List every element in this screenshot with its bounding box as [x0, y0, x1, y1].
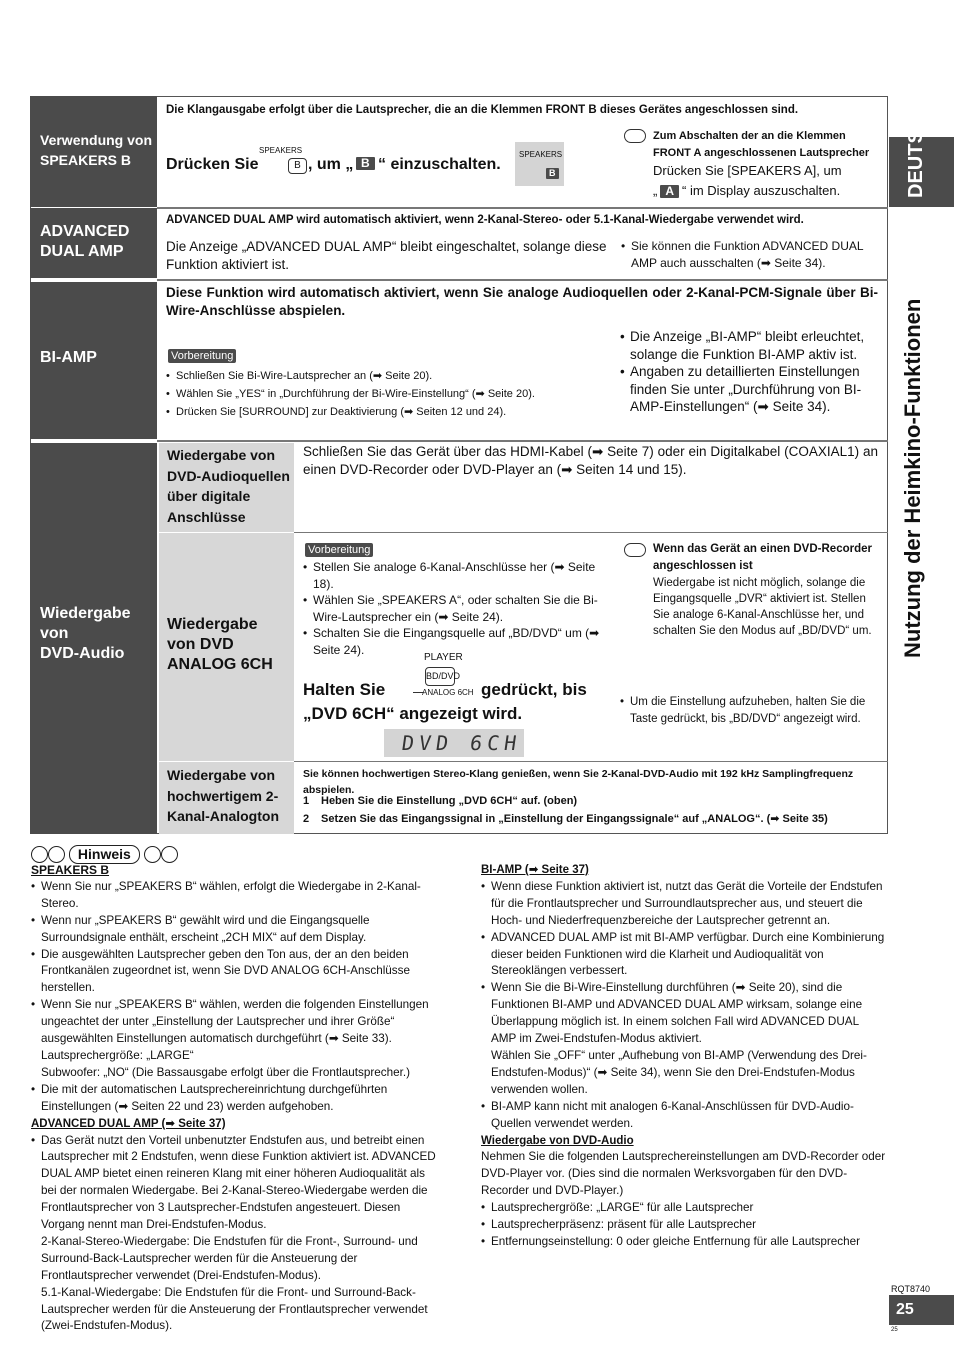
list-item-text: Entfernungseinstellung: 0 oder gleiche Entfernung für alle Lautsprecher: [491, 1234, 861, 1248]
analog6ch-prep-tag: Vorbereitung: [305, 543, 373, 557]
hq-intro: Sie können hochwertigen Stereo-Klang genießen, wenn Sie 2-Kanal-DVD-Audio mit 192 kHz Samplingfrequenz abspielen.: [303, 768, 854, 796]
list-item-text: Drücken Sie [SURROUND] zur Deaktivierung (➡ Seiten 12 und 24).: [176, 406, 507, 418]
list-item: • Schalten Sie die Eingangsquelle auf „BD/DVD“ um (➡ Seite 24).: [303, 625, 608, 658]
hinweis-left-column: [31, 862, 441, 1335]
row-divider: [294, 761, 888, 762]
decor-circle: [31, 846, 48, 863]
list-item: • Wenn diese Funktion aktiviert ist, nutzt das Gerät die Vorteile der Endstufen für die Frontlautsprecher und Surroundlautsprecher aus, und steuert die Hoch- und Niederfrequenzbereiche der Lautsprecher getrennt an.: [481, 879, 886, 930]
list-item-text: Wenn Sie die Bi-Wire-Einstellung durchführen (➡ Seite 20), sind die Funktionen BI-AMP und ADVANCED DUAL AMP wirksam, solange eine Überlappung möglich ist. In einem solchen Fall wird ADVANCED DUAL AMP im Zwei-Endstufen-Modus aktiviert. Wählen Sie „OFF“ unter „Aufhebung von BI-AMP (Verwendung des Drei-Endstufen-Modus)“ (➡ Seite 34), wenn Sie den Drei-Endstufen-Modus verwenden wollen.: [491, 981, 867, 1096]
hq-step-text: Setzen Sie das Eingangssignal in „Einstellung der Eingangssignale“ auf „ANALOG“. (➡ Seite 35): [321, 813, 828, 825]
decor-circle: [161, 846, 178, 863]
analog6ch-label-2: von DVD: [167, 636, 234, 653]
advanced-left-text: Die Anzeige „ADVANCED DUAL AMP“ bleibt eingeschaltet, solange diese Funktion aktiviert ist.: [166, 239, 607, 272]
display-b-indicator: B: [546, 168, 559, 179]
advanced-right-item: • Sie können die Funktion ADVANCED DUAL AMP auch ausschalten (➡ Seite 34).: [621, 238, 881, 272]
display-text: DVD 6CH: [400, 731, 523, 755]
list-item: • Das Gerät nutzt den Vorteil unbenutzter Endstufen aus, und betreibt einen Lautsprecher mit 2 Endstufen, wenn diese Funktion aktiviert ist. ADVANCED DUAL AMP bietet einen reineren Klang mit einer höheren Audioqualität als bei der normalen Wiedergabe. Bei 2-Kanal-Stereo-Wiedergabe werden die Frontlautsprecher von 3 Lautsprecher-Endstufen angesteuert. Diesen Vorgang nennt man Drei-Endstufen-Modus. 2-Kanal-Stereo-Wiedergabe: Die Endstufen für die Front-, Surround- und Surround-Back-Lautsprecher werden für die Ansteuerung der Frontlautsprecher verwendet (Drei-Endstufen-Modus). 5.1-Kanal-Wiedergabe: Die Endstufen für die Front- und Surround-Back-Lautsprecher werden für die Ansteuerung der Frontlautsprecher verwendet (Zwei-Endstufen-Modus).: [31, 1133, 441, 1336]
list-item-text: Schalten Sie die Eingangsquelle auf „BD/DVD“ um (➡ Seite 24).: [313, 626, 600, 657]
hold-pre: Halten Sie: [303, 680, 386, 699]
advanced-label-2: DUAL AMP: [40, 243, 124, 260]
list-item-text: ADVANCED DUAL AMP ist mit BI-AMP verfügbar. Durch eine Kombinierung dieser beiden Funktionen wird die Klarheit und Audioqualität von Stereoklängen verbessert.: [491, 930, 885, 978]
speakers-display: [515, 142, 564, 186]
list-item: • Stellen Sie analoge 6-Kanal-Anschlüsse her (➡ Seite 18).: [303, 559, 608, 592]
press-text: Drücken Sie: [166, 156, 259, 173]
cancel-text: Um die Einstellung aufzuheben, halten Sie die Taste gedrückt, bis „BD/DVD“ angezeigt wird.: [630, 696, 866, 725]
speakers-b-key[interactable]: B: [288, 158, 307, 174]
hinweis-right-column: [481, 862, 886, 1251]
row-divider: [157, 207, 888, 209]
list-item-text: Lautsprecherpräsenz: präsent für alle Lautsprecher: [491, 1218, 757, 1232]
chapter-title: Nutzung der Heimkino-Funktionen: [900, 298, 925, 658]
page-number-box: [889, 1295, 954, 1325]
key-analog6ch-label: ANALOG 6CH: [422, 688, 474, 697]
analog6ch-tip: [624, 541, 879, 639]
doc-code: RQT8740: [891, 1284, 931, 1294]
note-icon: [624, 129, 646, 143]
display-speakers-text: SPEAKERS: [519, 150, 563, 159]
list-item: • ADVANCED DUAL AMP ist mit BI-AMP verfügbar. Durch eine Kombinierung dieser beiden Funktionen wird die Klarheit und Audioqualität von Stereoklängen verbessert.: [481, 930, 886, 981]
advanced-right-text: Sie können die Funktion ADVANCED DUAL AMP auch ausschalten (➡ Seite 34).: [631, 239, 864, 270]
bd-dvd-key[interactable]: BD/DVD: [425, 667, 455, 686]
advanced-intro: ADVANCED DUAL AMP wird automatisch aktiviert, wenn 2-Kanal-Stereo- oder 5.1-Kanal-Wiedergabe verwendet wird.: [166, 214, 804, 226]
hq-label: Wiedergabe von hochwertigem 2-Kanal-Analogton: [167, 767, 279, 824]
list-item-text: Die Anzeige „BI-AMP“ bleibt erleuchtet, solange die Funktion BI-AMP aktiv ist.: [630, 329, 865, 362]
tip-post-text: “ im Display auszuschalten.: [682, 183, 841, 198]
list-item: • Entfernungseinstellung: 0 oder gleiche Entfernung für alle Lautsprecher: [481, 1234, 886, 1251]
digital-text: Schließen Sie das Gerät über das HDMI-Kabel (➡ Seite 7) oder ein Digitalkabel (COAXIAL1) an einen DVD-Recorder oder DVD-Player an (➡ Seiten 14 und 15).: [303, 444, 878, 477]
list-item-text: Wenn Sie nur „SPEAKERS B“ wählen, werden die folgenden Einstellungen ungeachtet der unter „Einstellung der Lautsprecher und ihrer Größe“ ausgewählten Einstellungen automatisch durchgeführt (➡ Seite 33). Lautsprechergröße: „LARGE“ Subwoofer: „NO“ (Die Bassausgabe erfolgt über die Frontlautsprecher.): [41, 998, 429, 1079]
list-item-text: Wählen Sie „YES“ in „Durchführung der Bi-Wire-Einstellung“ (➡ Seite 20).: [176, 388, 535, 400]
biamp-prep-list: [166, 367, 606, 421]
list-item: • Angaben zu detaillierten Einstellungen finden Sie unter „Durchführung von BI-AMP-Einstellungen“ (➡ Seite 34).: [620, 363, 882, 416]
list-item: • Lautsprechergröße: „LARGE“ für alle Lautsprecher: [481, 1200, 886, 1217]
key-player-label: PLAYER: [424, 652, 463, 663]
advanced-label-1: ADVANCED: [40, 223, 130, 240]
biamp-prep-tag: Vorbereitung: [168, 349, 236, 363]
list-item: • Wählen Sie „SPEAKERS A“, oder schalten Sie die Bi-Wire-Lautsprecher ein (➡ Seite 24).: [303, 592, 608, 625]
dvd-audio-label-2: von: [40, 625, 69, 642]
speakers-b-header: [30, 96, 157, 207]
biamp-intro: Diese Funktion wird automatisch aktiviert, wenn Sie analoge Audioquellen oder 2-Kanal-PCM-Signale über Bi-Wire-Anschlüsse abspielen.: [166, 285, 878, 318]
advanced-header: [30, 208, 157, 278]
list-item: • Drücken Sie [SURROUND] zur Deaktivierung (➡ Seiten 12 und 24).: [166, 403, 606, 421]
list-item: • Die Anzeige „BI-AMP“ bleibt erleuchtet, solange die Funktion BI-AMP aktiv ist.: [620, 328, 882, 363]
list-item: • Wenn Sie nur „SPEAKERS B“ wählen, werden die folgenden Einstellungen ungeachtet der unter „Einstellung der Lautsprecher und ihrer Größe“ ausgewählten Einstellungen automatisch durchgeführt (➡ Seite 33). Lautsprechergröße: „LARGE“ Subwoofer: „NO“ (Die Bassausgabe erfolgt über die Frontlautsprecher.): [31, 997, 441, 1082]
list-item: • Schließen Sie Bi-Wire-Lautsprecher an (➡ Seite 20).: [166, 367, 606, 385]
press-mid-text: , um „: [308, 156, 354, 173]
biamp-label: BI-AMP: [40, 349, 97, 366]
digital-label: Wiedergabe von DVD-Audioquellen über digitale Anschlüsse: [167, 447, 290, 525]
dvd-audio-header: [30, 443, 157, 834]
speakers-tip-line1: Drücken Sie [SPEAKERS A], um: [653, 163, 842, 178]
language-label: DEUTSCH: [905, 101, 927, 198]
dvd-note-head: Wiedergabe von DVD-Audio: [481, 1134, 634, 1147]
list-item-text: Wenn Sie nur „SPEAKERS B“ wählen, erfolgt die Wiedergabe in 2-Kanal-Stereo.: [41, 879, 421, 910]
hinweis-title: Hinweis: [69, 845, 140, 864]
list-item: • Die ausgewählten Lautsprecher geben den Ton aus, der an den beiden Frontkanälen zugeordnet ist, wenn Sie DVD ANALOG 6CH-Anschlüsse herstellen.: [31, 947, 441, 998]
list-item-text: Wenn nur „SPEAKERS B“ gewählt wird und die Eingangsquelle Surroundsignale enthält, erscheint „2CH MIX“ auf dem Display.: [41, 913, 370, 944]
list-item: • Wenn nur „SPEAKERS B“ gewählt wird und die Eingangsquelle Surroundsignale enthält, erscheint „2CH MIX“ auf dem Display.: [31, 913, 441, 947]
analog6ch-tip-title: Wenn das Gerät an einen DVD-Recorder angeschlossen ist: [653, 543, 872, 572]
a-indicator: A: [660, 185, 679, 198]
hq-step-text: Heben Sie die Einstellung „DVD 6CH“ auf. (oben): [321, 795, 578, 807]
analog6ch-subheader: [159, 533, 294, 761]
hold-line2: „DVD 6CH“ angezeigt wird.: [303, 704, 523, 723]
digital-subheader: [159, 443, 294, 532]
list-item: • BI-AMP kann nicht mit analogen 6-Kanal-Anschlüssen für DVD-Audio-Quellen verwendet werden.: [481, 1099, 886, 1133]
row-divider: [157, 279, 888, 281]
biamp-note-head: BI-AMP (➡ Seite 37): [481, 864, 589, 876]
row-divider: [294, 532, 888, 533]
adv-note-head: ADVANCED DUAL AMP (➡ Seite 37): [31, 1117, 226, 1130]
list-item-text: Stellen Sie analoge 6-Kanal-Anschlüsse her (➡ Seite 18).: [313, 560, 596, 591]
dvd6ch-display: [384, 729, 524, 757]
biamp-header: [30, 282, 157, 439]
hq-step: 1 Heben Sie die Einstellung „DVD 6CH“ auf. (oben): [303, 795, 578, 807]
list-item-text: Das Gerät nutzt den Vorteil unbenutzter Endstufen aus, und betreibt einen Lautsprecher mit 2 Endstufen, wenn diese Funktion aktiviert ist. ADVANCED DUAL AMP bietet einen reineren Klang mit einer höheren Audioqualität als bei der normalen Wiedergabe. Bei 2-Kanal-Stereo-Wiedergabe werden die Frontlautsprecher von 3 Lautsprecher-Endstufen angesteuert. Diesen Vorgang nennt man Drei-Endstufen-Modus. 2-Kanal-Stereo-Wiedergabe: Die Endstufen für die Front-, Surround- und Surround-Back-Lautsprecher werden für die Ansteuerung der Frontlautsprecher verwendet (Drei-Endstufen-Modus). 5.1-Kanal-Wiedergabe: Die Endstufen für die Front- und Surround-Back-Lautsprecher werden für die Ansteuerung der Frontlautsprecher verwendet (Zwei-Endstufen-Modus).: [41, 1133, 436, 1333]
dvd-note-intro: Nehmen Sie die folgenden Lautsprechereinstellungen am DVD-Recorder oder DVD-Player vor. (Dies sind die normalen Werksvorgaben für den DVD-Recorder und DVD-Player.): [481, 1150, 886, 1198]
list-item-text: Lautsprechergröße: „LARGE“ für alle Lautsprecher: [491, 1201, 754, 1215]
hq-steps: [303, 792, 883, 828]
cancel-item: • Um die Einstellung aufzuheben, halten Sie die Taste gedrückt, bis „BD/DVD“ angezeigt wird.: [620, 694, 880, 727]
list-item: • Lautsprecherpräsenz: präsent für alle Lautsprecher: [481, 1217, 886, 1234]
row-divider: [157, 440, 888, 442]
analog6ch-label-1: Wiedergabe: [167, 616, 258, 633]
tiny-page-number: 25: [891, 1327, 898, 1333]
hold-instruction: [303, 652, 608, 726]
decor-circle: [144, 846, 161, 863]
list-item-text: Angaben zu detaillierten Einstellungen finden Sie unter „Durchführung von BI-AMP-Einstellungen“ (➡ Seite 34).: [630, 364, 862, 415]
hq-subheader: [159, 762, 294, 834]
dvd-audio-label-3: DVD-Audio: [40, 645, 125, 662]
speakers-b-label: Verwendung von SPEAKERS B: [40, 132, 153, 168]
list-item-text: Wenn diese Funktion aktiviert ist, nutzt das Gerät die Vorteile der Endstufen für die Frontlautsprecher und Surroundlautsprecher aus, und steuert die Hoch- und Niederfrequenzbereiche der Lautsprecher getrennt an.: [491, 879, 883, 927]
press-post-text: “ einzuschalten.: [378, 156, 501, 173]
note-icon: [624, 543, 646, 557]
hinweis-heading: [31, 845, 178, 863]
decor-circle: [48, 846, 65, 863]
speakers-b-instruction: [166, 146, 516, 186]
speakers-key-label: SPEAKERS: [259, 146, 303, 155]
biamp-right-list: [620, 328, 882, 416]
list-item-text: Wählen Sie „SPEAKERS A“, oder schalten Sie die Bi-Wire-Lautsprecher ein (➡ Seite 24).: [313, 593, 598, 624]
hq-step: 2 Setzen Sie das Eingangssignal in „Einstellung der Eingangssignale“ auf „ANALOG“. (➡ Seite 35): [303, 813, 828, 825]
list-item-text: BI-AMP kann nicht mit analogen 6-Kanal-Anschlüssen für DVD-Audio-Quellen verwendet werden.: [491, 1099, 854, 1130]
quote-open: „: [653, 183, 658, 198]
list-item-text: Die mit der automatischen Lautsprechereinrichtung durchgeführten Einstellungen (➡ Seiten 22 und 23) werden aufgehoben.: [41, 1082, 388, 1113]
list-item-text: Die ausgewählten Lautsprecher geben den Ton aus, der an den beiden Frontkanälen zugeordnet ist, wenn Sie DVD ANALOG 6CH-Anschlüsse herstellen.: [41, 947, 410, 995]
list-item: • Wählen Sie „YES“ in „Durchführung der Bi-Wire-Einstellung“ (➡ Seite 20).: [166, 385, 606, 403]
list-item: • Wenn Sie nur „SPEAKERS B“ wählen, erfolgt die Wiedergabe in 2-Kanal-Stereo.: [31, 879, 441, 913]
analog6ch-tip-text: Wiedergabe ist nicht möglich, solange die Eingangsquelle „DVR“ aktiviert ist. Stellen Sie analoge 6-Kanal-Anschlüsse her, und schalten Sie den Modus auf „BD/DVD“ um.: [653, 577, 872, 637]
speakers-tip-line2: [653, 180, 879, 202]
analog6ch-prep-list: [303, 559, 608, 658]
analog6ch-label-3: ANALOG 6CH: [167, 656, 273, 673]
speakers-tip: [624, 128, 879, 202]
speakers-tip-title: Zum Abschalten der an die Klemmen FRONT A angeschlossenen Lautsprecher: [653, 130, 870, 159]
list-item: • Wenn Sie die Bi-Wire-Einstellung durchführen (➡ Seite 20), sind die Funktionen BI-AMP und ADVANCED DUAL AMP wirksam, solange eine Überlappung möglich ist. In einem solchen Fall wird ADVANCED DUAL AMP im Zwei-Endstufen-Modus aktiviert. Wählen Sie „OFF“ unter „Aufhebung von BI-AMP (Verwendung des Drei-Endstufen-Modus)“ (➡ Seite 34), wenn Sie den Drei-Endstufen-Modus verwenden wollen.: [481, 980, 886, 1098]
list-item-text: Schließen Sie Bi-Wire-Lautsprecher an (➡ Seite 20).: [176, 370, 433, 382]
speakers-b-note-head: SPEAKERS B: [31, 863, 110, 877]
page-number: 25: [896, 1301, 914, 1318]
b-indicator: B: [356, 157, 375, 170]
list-item: • Die mit der automatischen Lautsprechereinrichtung durchgeführten Einstellungen (➡ Seiten 22 und 23) werden aufgehoben.: [31, 1082, 441, 1116]
dvd-audio-label-1: Wiedergabe: [40, 605, 131, 622]
speakers-b-intro: Die Klangausgabe erfolgt über die Lautsprecher, die an die Klemmen FRONT B dieses Gerätes angeschlossen sind.: [166, 104, 799, 116]
hold-mid: gedrückt, bis: [481, 680, 587, 699]
